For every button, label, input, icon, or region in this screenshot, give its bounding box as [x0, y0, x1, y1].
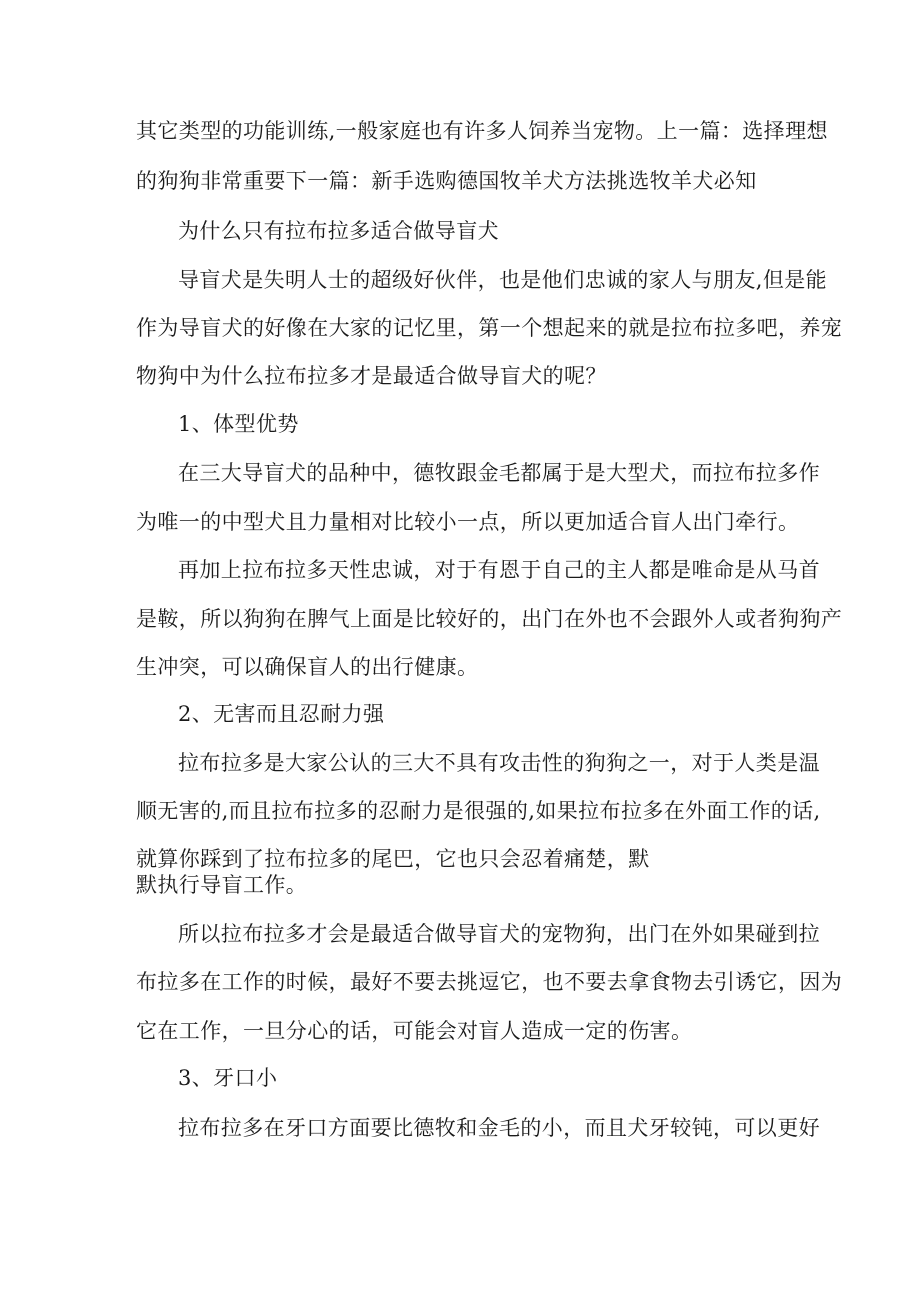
article-title: 为什么只有拉布拉多适合做导盲犬 — [178, 219, 499, 243]
body-text-line: 就算你踩到了拉布拉多的尾巴，它也只会忍着痛楚，默 — [136, 847, 650, 871]
body-text-line: 作为导盲犬的好像在大家的记忆里，第一个想起来的就是拉布拉多吧，养宠 — [136, 316, 843, 340]
body-text-line: 的狗狗非常重要下一篇：新手选购德国牧羊犬方法挑选牧羊犬必知 — [136, 169, 757, 193]
body-text-line: 拉布拉多是大家公认的三大不具有攻击性的狗狗之一，对于人类是温 — [178, 751, 820, 775]
body-text-line: 它在工作，一旦分心的话，可能会对盲人造成一定的伤害。 — [136, 1019, 693, 1043]
body-text-line: 再加上拉布拉多天性忠诚，对于有恩于自己的主人都是唯命是从马首 — [178, 558, 820, 582]
body-text-line: 所以拉布拉多才会是最适合做导盲犬的宠物狗，出门在外如果碰到拉 — [178, 922, 820, 946]
body-text-line: 布拉多在工作的时候，最好不要去挑逗它，也不要去拿食物去引诱它，因为 — [136, 970, 843, 994]
body-text-line: 拉布拉多在牙口方面要比德牧和金毛的小，而且犬牙较钝，可以更好 — [178, 1116, 820, 1140]
body-text-line: 导盲犬是失明人士的超级好伙伴，也是他们忠诚的家人与朋友,但是能 — [178, 268, 828, 292]
body-text-line: 为唯一的中型犬且力量相对比较小一点，所以更加适合盲人出门牵行。 — [136, 510, 800, 534]
body-text-line: 顺无害的,而且拉布拉多的忍耐力是很强的,如果拉布拉多在外面工作的话, — [136, 799, 821, 823]
body-text-line: 其它类型的功能训练,一般家庭也有许多人饲养当宠物。上一篇：选择理想 — [136, 119, 828, 143]
body-text-line: 在三大导盲犬的品种中，德牧跟金毛都属于是大型犬，而拉布拉多作 — [178, 461, 820, 485]
section-heading: 2、无害而且忍耐力强 — [178, 702, 385, 726]
body-text-line: 默执行导盲工作。 — [136, 873, 308, 897]
section-heading: 3、牙口小 — [178, 1066, 278, 1090]
section-heading: 1、体型优势 — [178, 412, 299, 436]
body-text-line: 是鞍，所以狗狗在脾气上面是比较好的，出门在外也不会跟外人或者狗狗产 — [136, 607, 843, 631]
body-text-line: 生冲突，可以确保盲人的出行健康。 — [136, 655, 479, 679]
body-text-line: 物狗中为什么拉布拉多才是最适合做导盲犬的呢？ — [136, 364, 607, 388]
